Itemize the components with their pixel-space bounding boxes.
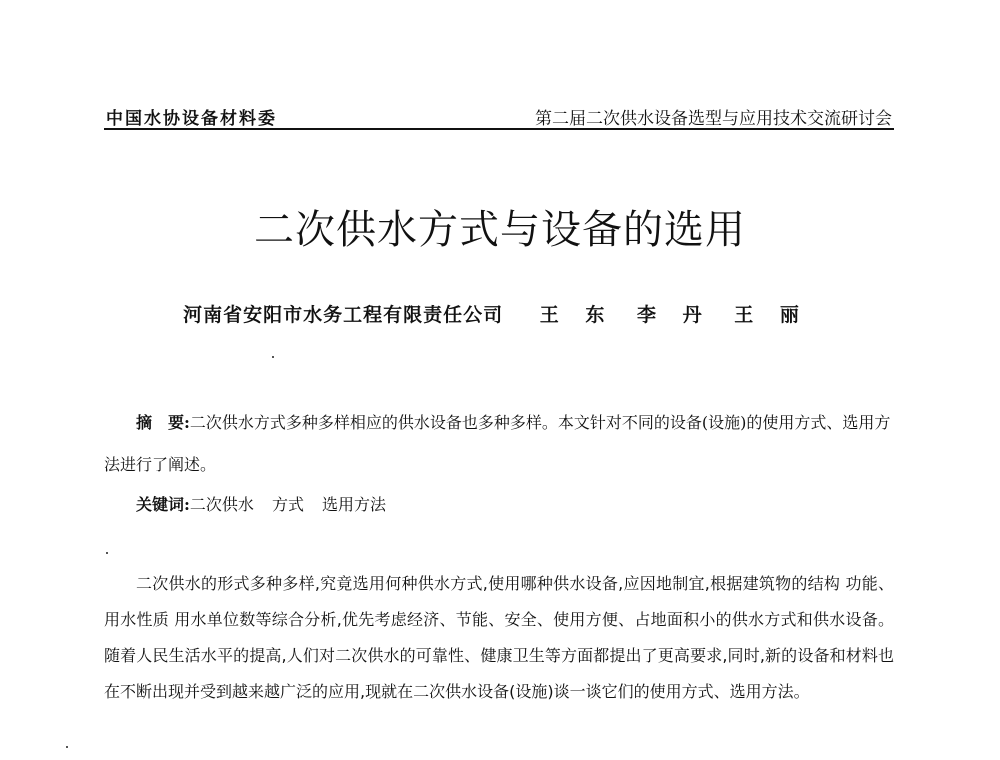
author-name: 王 丽 [734, 304, 809, 326]
header-conference: 第二届二次供水设备选型与应用技术交流研讨会 [535, 109, 892, 129]
abstract-text: 二次供水方式多种多样相应的供水设备也多种多样。本文针对不同的设备(设施)的使用方式、选用方法进行了阐述。 [104, 413, 891, 474]
keyword: 二次供水 [189, 495, 254, 514]
author-name: 李 丹 [637, 304, 712, 326]
keyword: 选用方法 [321, 495, 386, 514]
scan-speck [66, 746, 68, 748]
keyword: 方式 [271, 495, 304, 514]
abstract [104, 402, 894, 486]
abstract-label: 摘 要: [136, 413, 190, 432]
keywords-label: 关键词: [136, 495, 190, 514]
scan-speck [272, 356, 274, 358]
header-organization: 中国水协设备材料委 [106, 109, 277, 129]
paper-title: 二次供水方式与设备的选用 [254, 207, 746, 253]
body-paragraph: 二次供水的形式多种多样,究竟选用何种供水方式,使用哪种供水设备,应因地制宜,根据建筑物的结构 功能、用水性质 用水单位数等综合分析,优先考虑经济、节能、安全、使用方便、占地面积小的供水方式和供水设备。随着人民生活水平的提高,人们对二次供水的可靠性、健康卫生等方面都提出了更高要求,同时,新的设备和材料也在不断出现并受到越来越广泛的应用,现就在二次供水设备(设施)谈一谈它们的使用方式、选用方法。 [104, 574, 894, 701]
byline [0, 300, 1000, 327]
scan-speck [106, 552, 108, 554]
keywords [136, 492, 404, 515]
author-name: 王 东 [539, 304, 615, 326]
author-organization: 河南省安阳市水务工程有限责任公司 [183, 304, 504, 326]
header-rule [104, 128, 894, 130]
